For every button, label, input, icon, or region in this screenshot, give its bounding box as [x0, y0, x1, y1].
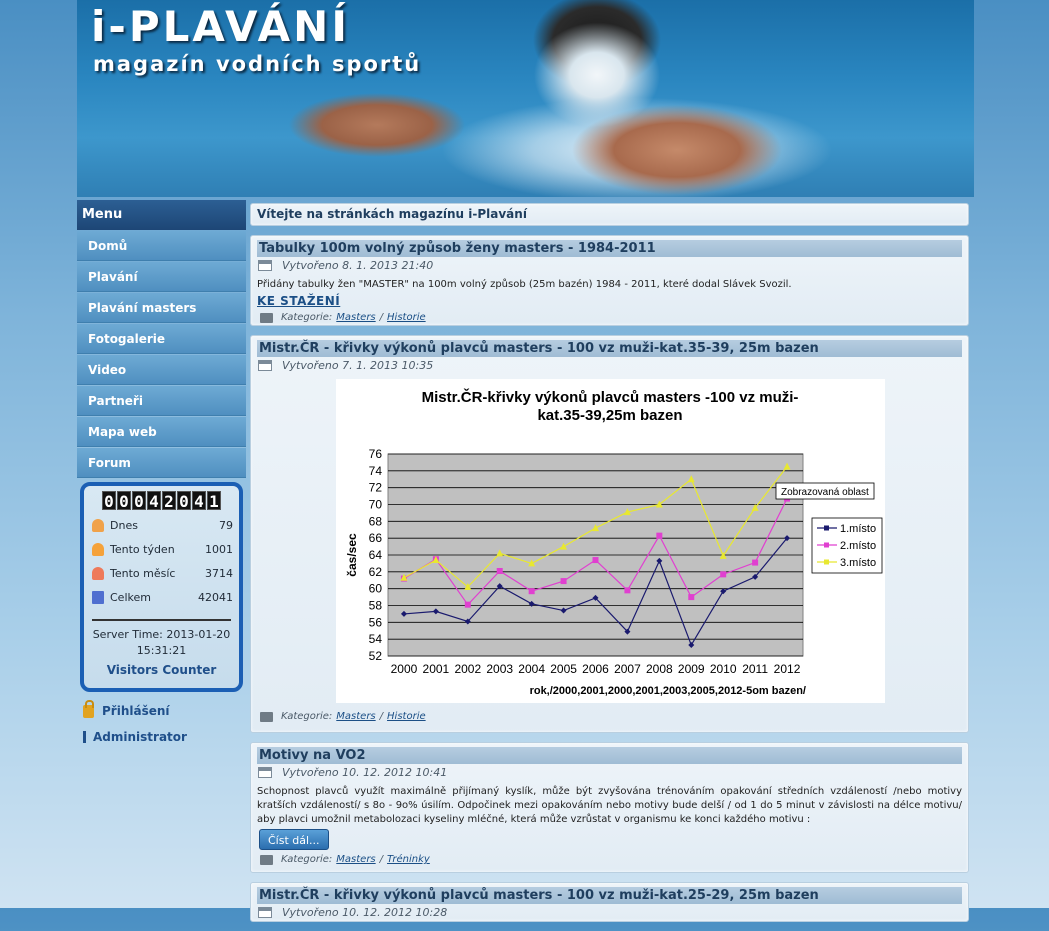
visitors-counter [80, 482, 243, 692]
folder-icon [260, 313, 273, 323]
x-tick-label: 2001 [422, 662, 450, 676]
counter-row-value: 3714 [205, 566, 233, 580]
menu-item-domu[interactable]: Domů [77, 231, 246, 261]
chart-svg [336, 379, 885, 703]
article [250, 235, 969, 326]
login-link[interactable] [77, 698, 246, 724]
article-created: Vytvořeno 8. 1. 2013 21:40 [282, 258, 434, 272]
data-point [624, 587, 630, 593]
menu-item-fotogalerie[interactable]: Fotogalerie [77, 324, 246, 354]
menu-item-plavani-masters[interactable]: Plavání masters [77, 293, 246, 323]
chart-title: Mistr.ČR-křivky výkonů plavců masters -100 vz muži- [421, 389, 799, 406]
admin-label: Administrator [93, 730, 187, 744]
counter-row-label: Tento měsíc [110, 566, 176, 580]
login-label: Přihlášení [102, 704, 170, 718]
counter-digit: 0 [177, 491, 191, 510]
legend-label: 3.místo [840, 557, 877, 569]
header-banner [77, 0, 974, 197]
y-tick-label: 66 [368, 531, 382, 546]
legend-marker [824, 560, 829, 565]
menu-item-forum[interactable]: Forum [77, 448, 246, 478]
x-tick-label: 2004 [518, 662, 546, 676]
counter-row-month [90, 561, 233, 585]
counter-row-value: 1001 [205, 542, 233, 556]
x-tick-label: 2006 [582, 662, 609, 676]
menu-item-video[interactable]: Video [77, 355, 246, 385]
admin-link[interactable] [77, 724, 246, 750]
y-tick-label: 60 [368, 581, 382, 596]
calendar-icon [258, 907, 272, 918]
category-prefix: Kategorie: [281, 711, 333, 722]
bar-chart-icon [92, 591, 104, 604]
article-text: Přidány tabulky žen "MASTER" na 100m volný způsob (25m bazén) 1984 - 2011, které dodal Slávek Svozil. [257, 279, 792, 290]
article [250, 335, 969, 733]
article-title[interactable]: Tabulky 100m volný způsob ženy masters - 1984-2011 [257, 240, 962, 257]
category-link[interactable]: Historie [387, 711, 426, 722]
main-content [250, 203, 969, 931]
counter-digit: 4 [192, 491, 206, 510]
category-link[interactable]: Historie [387, 312, 426, 323]
data-point [497, 568, 503, 574]
x-tick-label: 2000 [390, 662, 418, 676]
article-meta [257, 258, 962, 272]
person-icon [92, 519, 104, 532]
y-tick-label: 72 [368, 480, 382, 495]
category-link[interactable]: Masters [336, 711, 376, 722]
calendar-icon [258, 260, 272, 271]
data-point [752, 560, 758, 566]
x-tick-label: 2012 [773, 662, 801, 676]
x-axis-label: rok,/2000,2001,2000,2001,2003,2005,2012-5om bazen/ [529, 685, 806, 697]
x-tick-label: 2002 [454, 662, 482, 676]
category-prefix: Kategorie: [281, 312, 333, 323]
article [250, 882, 969, 922]
counter-digit: 1 [207, 491, 221, 510]
download-link[interactable]: KE STAŽENÍ [257, 294, 341, 308]
menu-title: Menu [77, 200, 246, 230]
y-tick-label: 64 [368, 548, 382, 562]
site-subtitle: magazín vodních sportů [93, 52, 422, 76]
person-icon [92, 543, 104, 556]
x-tick-label: 2005 [550, 662, 577, 676]
article-title[interactable]: Mistr.ČR - křivky výkonů plavců masters - 100 vz muži-kat.35-39, 25m bazen [257, 340, 962, 357]
y-tick-label: 70 [368, 497, 382, 512]
category-prefix: Kategorie: [281, 854, 333, 865]
article-meta [257, 765, 962, 779]
article-title[interactable]: Mistr.ČR - křivky výkonů plavců masters - 100 vz muži-kat.25-29, 25m bazen [257, 887, 962, 904]
x-tick-label: 2011 [742, 662, 769, 676]
site-title[interactable]: i-PLAVÁNÍ [91, 2, 350, 51]
sidebar [77, 200, 246, 750]
counter-row-label: Dnes [110, 518, 138, 532]
counter-row-label: Celkem [110, 590, 151, 604]
article-categories: Kategorie: Masters / Historie [257, 711, 962, 722]
article-meta [257, 358, 962, 372]
bar-icon [83, 731, 86, 743]
counter-row-total [90, 585, 233, 609]
data-point [656, 533, 662, 539]
article [250, 742, 969, 873]
x-tick-label: 2008 [645, 662, 673, 676]
data-point [688, 594, 694, 600]
menu-item-partneri[interactable]: Partneři [77, 386, 246, 416]
server-time: Server Time: 2013-01-20 [92, 628, 231, 641]
y-tick-label: 56 [368, 615, 382, 630]
chart [336, 379, 885, 703]
lock-icon [83, 705, 94, 718]
calendar-icon [258, 767, 272, 778]
legend-label: 1.místo [840, 523, 877, 535]
y-tick-label: 62 [368, 564, 382, 579]
article-created: Vytvořeno 7. 1. 2013 10:35 [282, 358, 434, 372]
category-link[interactable]: Masters [336, 312, 376, 323]
y-tick-label: 74 [368, 463, 382, 478]
calendar-icon [258, 360, 272, 371]
x-tick-label: 2003 [486, 662, 514, 676]
visitors-counter-link[interactable]: Visitors Counter [106, 663, 217, 677]
y-tick-label: 68 [368, 514, 382, 529]
article-created: Vytvořeno 10. 12. 2012 10:41 [282, 765, 448, 779]
data-point [593, 557, 599, 563]
data-point [720, 571, 726, 577]
category-link[interactable]: Tréninky [387, 854, 430, 865]
read-more-button[interactable]: Číst dál... [259, 829, 329, 850]
counter-row-value: 79 [219, 518, 233, 532]
article-categories: Kategorie: Masters / Tréninky [257, 854, 962, 865]
chart-title: kat.35-39,25m bazen [537, 407, 683, 424]
menu-item-mapa-web[interactable]: Mapa web [77, 417, 246, 447]
legend-marker [824, 543, 829, 548]
counter-row-value: 42041 [198, 590, 233, 604]
x-tick-label: 2009 [677, 662, 705, 676]
counter-digit: 2 [162, 491, 176, 510]
data-point [529, 588, 535, 594]
x-tick-label: 2007 [614, 662, 641, 676]
y-tick-label: 54 [368, 632, 382, 647]
y-tick-label: 58 [368, 598, 382, 613]
server-clock: 15:31:21 [136, 644, 187, 657]
article-text: Schopnost plavců využít maximálně přijímaný kyslík, může být zvyšována trénováním opakování středních vzdáleností /nebo motivy kratších vzdáleností/ s 8o - 9o% úsilím. Odpočinek mezi opakováním nebo motivy bude delší / od 1 do 5 minut v závislosti na délce motivu/ aby plavci umožnil metabolozaci kyseliny mléčné, která může vzrůstat v organismu ke konci každého motivu : [257, 786, 962, 825]
counter-digit: 4 [147, 491, 161, 510]
y-tick-label: 76 [368, 447, 382, 461]
y-axis-label: čas/sec [345, 533, 359, 577]
legend-marker [824, 526, 829, 531]
article-meta [257, 905, 962, 919]
folder-icon [260, 712, 273, 722]
article-title[interactable]: Motivy na VO2 [257, 747, 962, 764]
data-point [465, 602, 471, 608]
menu-item-plavani[interactable]: Plavání [77, 262, 246, 292]
counter-digit: 0 [117, 491, 131, 510]
counter-row-today [90, 513, 233, 537]
data-point [561, 578, 567, 584]
article-created: Vytvořeno 10. 12. 2012 10:28 [282, 905, 448, 919]
counter-row-label: Tento týden [110, 542, 175, 556]
x-tick-label: 2010 [709, 662, 737, 676]
folder-icon [260, 855, 273, 865]
article-categories: Kategorie: Masters / Historie [257, 312, 962, 323]
legend-label: 2.místo [840, 540, 877, 552]
welcome-box: Vítejte na stránkách magazínu i-Plavání [250, 203, 969, 226]
category-link[interactable]: Masters [336, 854, 376, 865]
counter-digit: 0 [132, 491, 146, 510]
person-icon [92, 567, 104, 580]
y-tick-label: 52 [368, 649, 382, 663]
chart-tooltip-text: Zobrazovaná oblast [781, 487, 869, 498]
counter-divider [92, 619, 231, 621]
counter-digit: 0 [102, 491, 116, 510]
counter-row-week [90, 537, 233, 561]
counter-digits [90, 491, 233, 510]
